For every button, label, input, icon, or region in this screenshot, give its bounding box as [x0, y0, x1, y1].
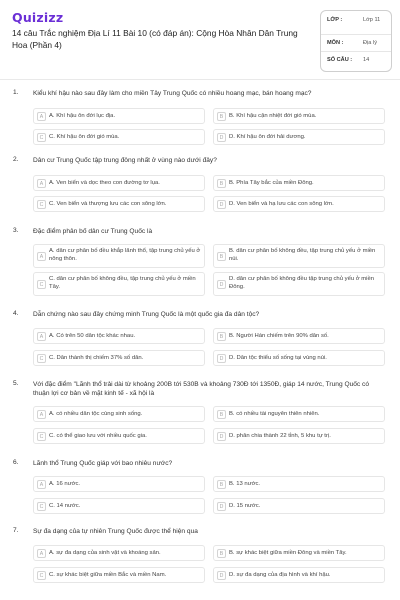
question-number: 5.	[13, 380, 19, 387]
option-b[interactable]	[213, 175, 385, 191]
option-text: A. Ven biển và dọc theo con đường tơ lụa.	[49, 180, 160, 186]
option-text: C. có thể giao lưu với nhiều quốc gia.	[49, 433, 147, 439]
option-letter-badge: D	[217, 502, 226, 511]
option-d[interactable]	[213, 428, 385, 444]
option-letter-badge: A	[37, 252, 46, 261]
option-b[interactable]	[213, 545, 385, 561]
option-b[interactable]	[213, 406, 385, 422]
question-number: 7.	[13, 527, 19, 534]
meta-class-label: LỚP :	[327, 17, 343, 23]
option-letter-badge: B	[217, 179, 226, 188]
option-b[interactable]	[213, 244, 385, 268]
option-letter-badge: D	[217, 280, 226, 289]
option-a[interactable]	[33, 476, 205, 492]
header-divider	[0, 79, 400, 80]
option-text: B. Phía Tây bắc của miền Đông.	[229, 180, 314, 186]
question-text: Dân cư Trung Quốc tập trung đông nhất ở vùng nào dưới đây?	[33, 157, 217, 164]
option-text: D. dân cư phân bố không đều tập trung chủ yếu ở miền Đông.	[229, 276, 375, 290]
question-text: Với đặc điểm "Lãnh thổ trải dài từ khoảng 200B tới 530B và khoảng 730Đ tới 1350Đ, giáp 14 nước, Trung Quốc có thuận lợi cơ bản về mặt kinh tế - xã hội là	[33, 381, 370, 397]
worksheet-header	[0, 0, 400, 75]
option-letter-badge: A	[37, 332, 46, 341]
option-text: C. sự khác biệt giữa miền Bắc và miền Nam.	[49, 572, 167, 578]
option-letter-badge: D	[217, 200, 226, 209]
meta-subject-label: MÔN :	[327, 40, 344, 46]
question-text: Dẫn chứng nào sau đây chứng minh Trung Quốc là một quốc gia đa dân tộc?	[33, 311, 260, 318]
option-a[interactable]	[33, 244, 205, 268]
option-text: D. Khí hậu ôn đới hải dương.	[229, 134, 306, 140]
option-text: C. 14 nước.	[49, 503, 81, 509]
option-letter-badge: A	[37, 480, 46, 489]
option-letter-badge: D	[217, 571, 226, 580]
option-text: B. dân cư phân bố không đều, tập trung chủ yếu ở miền núi.	[229, 248, 376, 262]
option-a[interactable]	[33, 175, 205, 191]
option-a[interactable]	[33, 406, 205, 422]
option-d[interactable]	[213, 350, 385, 366]
option-text: A. có nhiều dân tộc cùng sinh sống.	[49, 411, 143, 417]
option-letter-badge: A	[37, 410, 46, 419]
option-letter-badge: B	[217, 410, 226, 419]
question-text: Lãnh thổ Trung Quốc giáp với bao nhiêu nước?	[33, 460, 173, 467]
option-letter-badge: D	[217, 133, 226, 142]
option-text: C. dân cư phân bố không đều, tập trung chủ yếu ở miền Tây.	[49, 276, 196, 290]
question-text: Kiểu khí hậu nào sau đây làm cho miền Tây Trung Quốc có nhiều hoang mạc, bán hoang mạc?	[33, 90, 312, 97]
meta-class-value: Lớp 11	[363, 17, 381, 23]
option-letter-badge: A	[37, 549, 46, 558]
option-text: B. sự khác biệt giữa miền Đông và miền Tây.	[229, 550, 347, 556]
option-text: C. Dân thành thị chiếm 37% số dân.	[49, 355, 144, 361]
option-d[interactable]	[213, 498, 385, 514]
quizizz-logo[interactable]: Quizizz	[12, 10, 64, 25]
option-text: D. 15 nước.	[229, 503, 261, 509]
option-letter-badge: A	[37, 179, 46, 188]
option-c[interactable]	[33, 196, 205, 212]
option-letter-badge: C	[37, 133, 46, 142]
option-text: A. 16 nước.	[49, 481, 81, 487]
option-letter-badge: C	[37, 432, 46, 441]
option-letter-badge: C	[37, 571, 46, 580]
option-a[interactable]	[33, 108, 205, 124]
option-c[interactable]	[33, 428, 205, 444]
option-c[interactable]	[33, 350, 205, 366]
option-text: D. Ven biển và hạ lưu các con sông lớn.	[229, 201, 334, 207]
option-text: D. sự đa dạng của địa hình và khí hậu.	[229, 572, 331, 578]
option-b[interactable]	[213, 108, 385, 124]
option-c[interactable]	[33, 498, 205, 514]
option-a[interactable]	[33, 545, 205, 561]
option-text: B. 13 nước.	[229, 481, 261, 487]
meta-count-label: SỐ CÂU :	[327, 57, 353, 63]
meta-subject-value: Địa lý	[363, 40, 377, 46]
question-number: 3.	[13, 227, 19, 234]
question-text: Sự đa dạng của tự nhiên Trung Quốc được thể hiện qua	[33, 528, 198, 535]
option-letter-badge: C	[37, 280, 46, 289]
option-c[interactable]	[33, 272, 205, 296]
option-text: A. Có trên 50 dân tộc khác nhau.	[49, 333, 136, 339]
meta-divider	[321, 51, 391, 52]
question-number: 6.	[13, 459, 19, 466]
option-a[interactable]	[33, 328, 205, 344]
option-letter-badge: C	[37, 200, 46, 209]
option-letter-badge: B	[217, 252, 226, 261]
worksheet-meta-box	[320, 10, 392, 72]
option-text: D. Dân tộc thiểu số sống tại vùng núi.	[229, 355, 327, 361]
option-text: B. Người Hán chiếm trên 90% dân số.	[229, 333, 329, 339]
option-c[interactable]	[33, 129, 205, 145]
meta-count-value: 14	[363, 57, 370, 63]
option-letter-badge: D	[217, 354, 226, 363]
option-text: C. Khí hậu ôn đới gió mùa.	[49, 134, 120, 140]
option-text: B. Khí hậu cận nhiệt đới gió mùa.	[229, 113, 317, 119]
option-d[interactable]	[213, 567, 385, 583]
option-letter-badge: C	[37, 354, 46, 363]
option-letter-badge: D	[217, 432, 226, 441]
option-d[interactable]	[213, 129, 385, 145]
option-text: A. sự đa dạng của sinh vật và khoáng sản.	[49, 550, 161, 556]
question-number: 4.	[13, 310, 19, 317]
option-d[interactable]	[213, 196, 385, 212]
meta-divider	[321, 34, 391, 35]
worksheet-title: 14 câu Trắc nghiệm Địa Lí 11 Bài 10 (có đáp án): Cộng Hòa Nhân Dân Trung Hoa (Phần 4)	[12, 28, 298, 50]
option-b[interactable]	[213, 476, 385, 492]
option-letter-badge: C	[37, 502, 46, 511]
option-text: D. phân chia thành 22 tỉnh, 5 khu tự trị.	[229, 433, 331, 439]
option-letter-badge: A	[37, 112, 46, 121]
option-letter-badge: B	[217, 480, 226, 489]
option-letter-badge: B	[217, 112, 226, 121]
option-text: C. Ven biển và thượng lưu các con sông lớn.	[49, 201, 167, 207]
option-letter-badge: B	[217, 549, 226, 558]
option-letter-badge: B	[217, 332, 226, 341]
question-text: Đặc điểm phân bố dân cư Trung Quốc là	[33, 228, 153, 235]
option-d[interactable]	[213, 272, 385, 296]
option-text: B. có nhiều tài nguyên thiên nhiên.	[229, 411, 320, 417]
option-c[interactable]	[33, 567, 205, 583]
option-b[interactable]	[213, 328, 385, 344]
option-text: A. Khí hậu ôn đới lục địa.	[49, 113, 116, 119]
question-number: 2.	[13, 156, 19, 163]
option-text: A. dân cư phân bố đều khắp lãnh thổ, tập trung chủ yếu ở nông thôn.	[49, 248, 201, 262]
question-number: 1.	[13, 89, 19, 96]
